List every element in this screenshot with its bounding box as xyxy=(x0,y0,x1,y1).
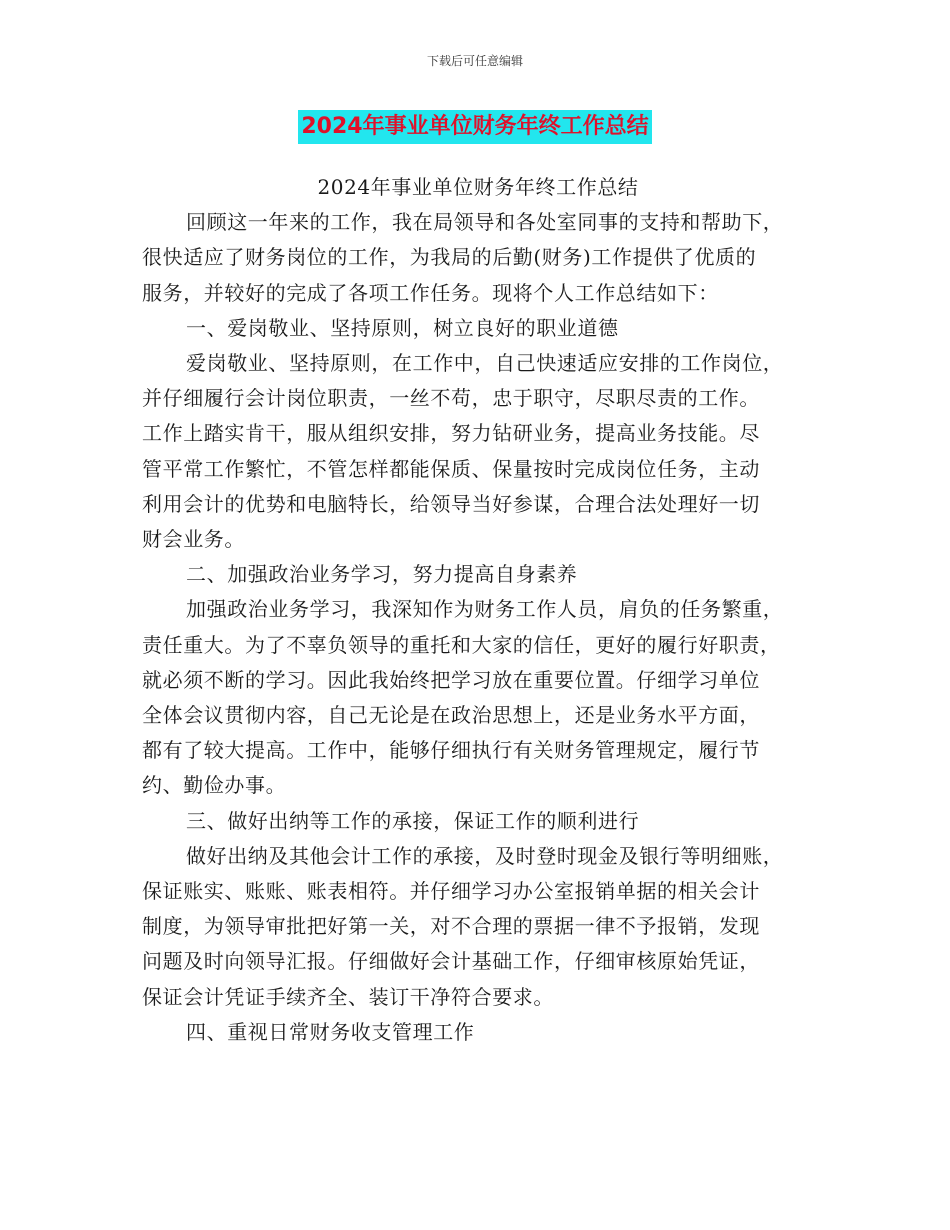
section-heading xyxy=(142,1015,814,1050)
text-line: 保证会计凭证手续齐全、装订干净符合要求。 xyxy=(142,984,554,1009)
text-line: 做好出纳及其他会计工作的承接，及时登时现金及银行等明细账， xyxy=(186,843,784,868)
text-line: 加强政治业务学习，我深知作为财务工作人员，肩负的任务繁重， xyxy=(186,597,784,622)
text-line: 保证账实、账账、账表相符。并仔细学习办公室报销单据的相关会计 xyxy=(142,879,760,904)
paragraph xyxy=(142,592,814,803)
paragraph-list xyxy=(142,205,814,1050)
text-line: 很快适应了财务岗位的工作，为我局的后勤(财务)工作提供了优质的 xyxy=(142,245,757,270)
document-body xyxy=(142,170,814,1050)
title-container xyxy=(0,110,950,144)
text-line: 管平常工作繁忙，不管怎样都能保质、保量按时完成岗位任务，主动 xyxy=(142,456,760,481)
text-line: 就必须不断的学习。因此我始终把学习放在重要位置。仔细学习单位 xyxy=(142,667,760,692)
section-heading xyxy=(142,804,814,839)
text-line: 责任重大。为了不辜负领导的重托和大家的信任，更好的履行好职责， xyxy=(142,632,781,657)
text-line: 服务，并较好的完成了各项工作任务。现将个人工作总结如下： xyxy=(142,280,719,305)
text-line: 并仔细履行会计岗位职责，一丝不苟，忠于职守，尽职尽责的工作。 xyxy=(142,386,760,411)
text-line: 一、爱岗敬业、坚持原则，树立良好的职业道德 xyxy=(186,315,619,340)
section-heading xyxy=(142,311,814,346)
paragraph xyxy=(142,839,814,1015)
paragraph xyxy=(142,205,814,311)
text-line: 爱岗敬业、坚持原则，在工作中，自己快速适应安排的工作岗位， xyxy=(186,351,784,376)
section-heading xyxy=(142,557,814,592)
document-title: 2024年事业单位财务年终工作总结 xyxy=(298,110,651,144)
text-line: 都有了较大提高。工作中，能够仔细执行有关财务管理规定，履行节 xyxy=(142,738,760,763)
text-line: 制度，为领导审批把好第一关，对不合理的票据一律不予报销，发现 xyxy=(142,914,760,939)
text-line: 二、加强政治业务学习，努力提高自身素养 xyxy=(186,562,578,587)
text-line: 回顾这一年来的工作，我在局领导和各处室同事的支持和帮助下， xyxy=(186,210,784,235)
text-line: 财会业务。 xyxy=(142,527,245,552)
subtitle: 2024年事业单位财务年终工作总结 xyxy=(317,175,639,199)
text-line: 四、重视日常财务收支管理工作 xyxy=(186,1019,475,1044)
paragraph xyxy=(142,346,814,557)
text-line: 问题及时向领导汇报。仔细做好会计基础工作，仔细审核原始凭证， xyxy=(142,949,760,974)
text-line: 利用会计的优势和电脑特长，给领导当好参谋，合理合法处理好一切 xyxy=(142,491,760,516)
text-line: 三、做好出纳等工作的承接，保证工作的顺利进行 xyxy=(186,808,640,833)
text-line: 约、勤俭办事。 xyxy=(142,773,287,798)
text-line: 全体会议贯彻内容，自己无论是在政治思想上，还是业务水平方面， xyxy=(142,703,760,728)
text-line: 工作上踏实肯干，服从组织安排，努力钻研业务，提高业务技能。尽 xyxy=(142,421,760,446)
header-note: 下载后可任意编辑 xyxy=(426,54,523,68)
